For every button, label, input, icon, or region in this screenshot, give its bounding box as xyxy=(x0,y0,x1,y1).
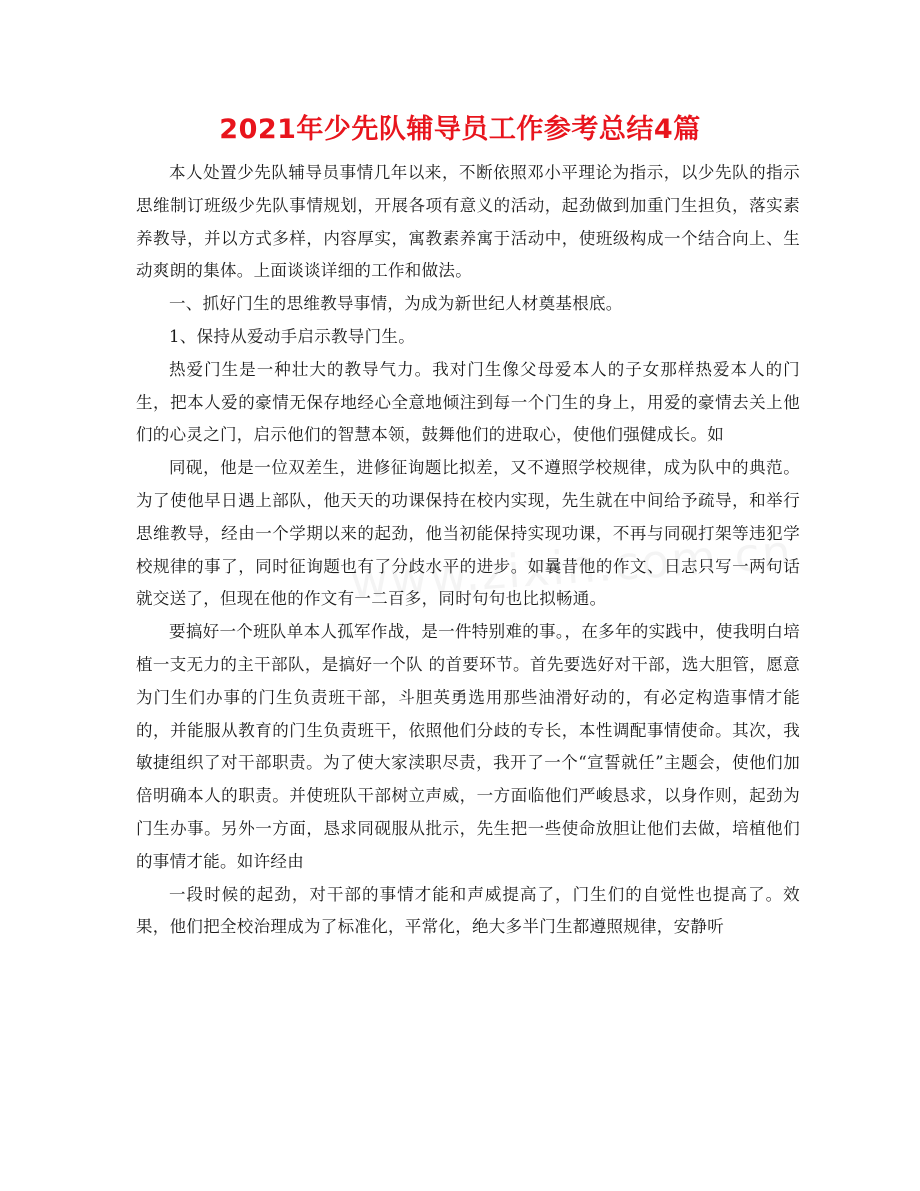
document-body xyxy=(136,157,800,944)
paragraph-love-education: 热爱门生是一种壮大的教导气力。我对门生像父母爱本人的子女那样热爱本人的门生，把本人爱的豪情无保存地经心全意地倾注到每一个门生的身上，用爱的豪情去关上他们的心灵之门，启示他们的智慧本领，鼓舞他们的进取心，使他们强健成长。如 xyxy=(136,359,800,445)
paragraph-subheading: 1、保持从爱动手启示教导门生。 xyxy=(169,326,415,346)
paragraph-student-example: 同砚，他是一位双差生，进修征询题比拟差，又不遵照学校规律，成为队中的典范。为了使他早日遇上部队，他天天的功课保持在校内实现，先生就在中间给予疏导，和举行思维教导，经由一个学期以来的起劲，他当初能保持实现功课，不再与同砚打架等违犯学校规律的事了，同时征询题也有了分歧水平的进步。如曩昔他的作文、日志只写一两句话就交送了，但现在他的作文有一二百多，同时句句也比拟畅通。 xyxy=(136,458,800,609)
paragraph-results: 一段时候的起劲，对干部的事情才能和声威提高了，门生们的自觉性也提高了。效果，他们把全校治理成为了标准化，平常化，绝大多半门生都遵照规律，安静听 xyxy=(136,884,800,937)
paragraph-section-heading: 一、抓好门生的思维教导事情，为成为新世纪人材奠基根底。 xyxy=(169,294,623,314)
document-title: 2021年少先队辅导员工作参考总结4篇 xyxy=(219,114,701,145)
paragraph-cadre-building: 要搞好一个班队单本人孤军作战，是一件特别难的事。，在多年的实践中，使我明白培植一支无力的主干部队，是搞好一个队 的首要环节。首先要选好对干部，选大胆管，愿意为门生们办事的门生负责班干部，斗胆英勇选用那些油滑好动的，有必定构造事情才能的，并能服从教育的门生负责班干，依照他们分歧的专长，本性调配事情使命。其次，我敏捷组织了对干部职责。为了使大家渎职尽责，我开了一个“宣誓就任”主题会，使他们加倍明确本人的职责。并使班队干部树立声威，一方面临他们严峻恳求，以身作则，起劲为门生办事。另外一方面，恳求同砚服从批示，先生把一些使命放胆让他们去做，培植他们的事情才能。如许经由 xyxy=(136,622,800,871)
paragraph-intro: 本人处置少先队辅导员事情几年以来，不断依照邓小平理论为指示，以少先队的指示思维制订班级少先队事情规划，开展各项有意义的活动，起劲做到加重门生担负，落实素养教导，并以方式多样，内容厚实，寓教素养寓于活动中，使班级构成一个结合向上、生动爽朗的集体。上面谈谈详细的工作和做法。 xyxy=(136,163,800,281)
